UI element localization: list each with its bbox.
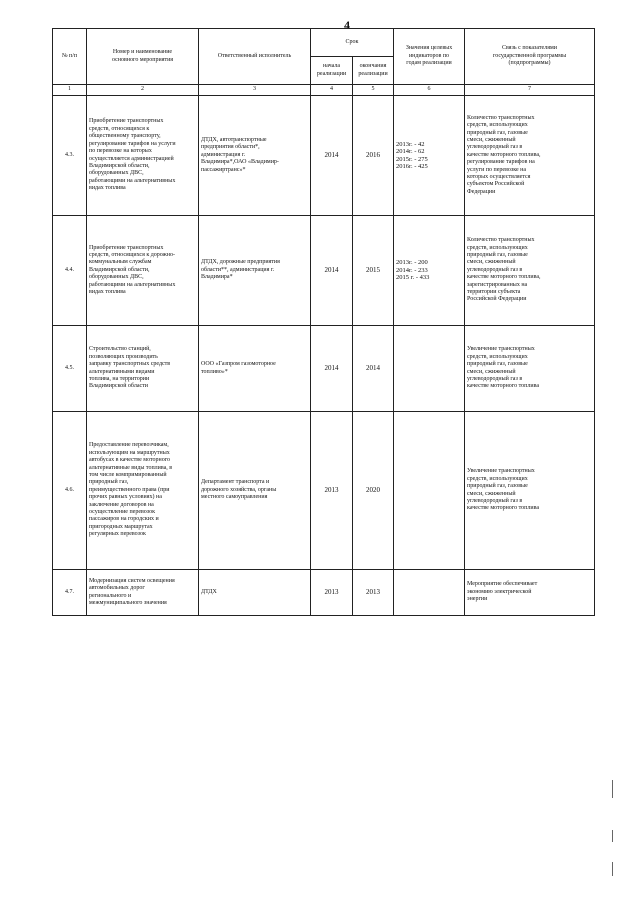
header-term: Срок — [311, 29, 394, 57]
row-number: 4.5. — [53, 326, 87, 412]
end-year: 2015 — [353, 216, 394, 326]
program-link: Увеличение транспортных средств, использующих природный газ, газовые смеси, сжиженный углеводородный газ в качестве моторного топлива — [465, 326, 595, 412]
indicators — [394, 326, 465, 412]
program-link: Количество транспортных средств, использующих природный газ, газовые смеси, сжиженный углеводородный газ в качестве моторного топлива, регулирование тарифов на услуги по перевозке на которых осуществляется субъектом Российской Федерации — [465, 96, 595, 216]
program-link: Увеличение транспортных средств, использующих природный газ, газовые смеси, сжиженный углеводородный газ в качестве моторного топлива — [465, 412, 595, 570]
row-number: 4.7. — [53, 570, 87, 616]
start-year: 2013 — [311, 412, 353, 570]
end-year: 2013 — [353, 570, 394, 616]
header-start: начала реализации — [311, 57, 353, 85]
row-number: 4.3. — [53, 96, 87, 216]
executor: Департамент транспорта и дорожного хозяйства, органы местного самоуправления — [199, 412, 311, 570]
executor: ООО «Газпром газомоторное топливо»* — [199, 326, 311, 412]
page-number: 4 — [344, 18, 350, 32]
measure-name: Предоставление перевозчикам, использующим на маршрутных автобусах в качестве моторного альтернативные виды топлива, в том числе компримированный природный газ, преимущественного права (при прочих равных условиях) на заключение договоров на осуществление перевозок пассажиров на городских и пригородных маршрутах регулярных перевозок — [87, 412, 199, 570]
measure-name: Модернизация систем освещения автомобильных дорог регионального и межмуниципального значения — [87, 570, 199, 616]
indicators — [394, 412, 465, 570]
column-number: 3 — [199, 85, 311, 96]
program-link: Количество транспортных средств, использующих природный газ, газовые смеси, сжиженный углеводородный газ в качестве моторного топлива, зарегистрированных на территории субъекта Российской Федерации — [465, 216, 595, 326]
header-name: Номер и наименование основного мероприятия — [87, 29, 199, 85]
table-row — [53, 216, 595, 326]
header-num: № п/п — [53, 29, 87, 85]
end-year: 2020 — [353, 412, 394, 570]
start-year: 2014 — [311, 326, 353, 412]
measure-name: Приобретение транспортных средств, относящихся к общественному транспорту, регулирование тарифов на услуги по перевозке на которых осуществляется администрацией Владимирской области, оборудованных ДВС, работающими на альтернативных видах топлива — [87, 96, 199, 216]
measure-name: Строительство станций, позволяющих производить заправку транспортных средств альтернативными видами топлива, на территории Владимирской области — [87, 326, 199, 412]
end-year: 2016 — [353, 96, 394, 216]
start-year: 2014 — [311, 96, 353, 216]
scan-artifact — [612, 862, 613, 876]
table-row — [53, 570, 595, 616]
scan-artifact — [612, 780, 613, 798]
column-number: 4 — [311, 85, 353, 96]
executor: ДТДХ — [199, 570, 311, 616]
indicators: 2013г. - 200 2014г. - 233 2015 г. - 433 — [394, 216, 465, 326]
indicators — [394, 570, 465, 616]
header-link: Связь с показателями государственной программы (подпрограммы) — [465, 29, 595, 85]
executor: ДТДХ, дорожные предприятия области**, администрация г. Владимира* — [199, 216, 311, 326]
scan-artifact — [612, 830, 613, 842]
end-year: 2014 — [353, 326, 394, 412]
executor: ДТДХ, автотранспортные предприятия области*, администрация г. Владимира*,ОАО «Владимир- пассажиртранс»* — [199, 96, 311, 216]
column-number: 2 — [87, 85, 199, 96]
indicators: 2013г. - 42 2014г. - 62 2015г. - 275 2016г. - 425 — [394, 96, 465, 216]
measure-name: Приобретение транспортных средств, относящихся к дорожно- коммунальным службам Владимирской области, оборудованных ДВС, работающими на альтернативных видах топлива — [87, 216, 199, 326]
table-row — [53, 96, 595, 216]
start-year: 2014 — [311, 216, 353, 326]
header-executor: Ответственный исполнитель — [199, 29, 311, 85]
header-end: окончания реализации — [353, 57, 394, 85]
column-number: 6 — [394, 85, 465, 96]
table-row — [53, 326, 595, 412]
column-number: 5 — [353, 85, 394, 96]
start-year: 2013 — [311, 570, 353, 616]
header-indicators: Значения целевых индикаторов по годам реализации — [394, 29, 465, 85]
column-number: 1 — [53, 85, 87, 96]
row-number: 4.6. — [53, 412, 87, 570]
table-row — [53, 412, 595, 570]
row-number: 4.4. — [53, 216, 87, 326]
program-link: Мероприятие обеспечивает экономию электрической энергии — [465, 570, 595, 616]
column-number: 7 — [465, 85, 595, 96]
measures-table — [52, 28, 595, 616]
